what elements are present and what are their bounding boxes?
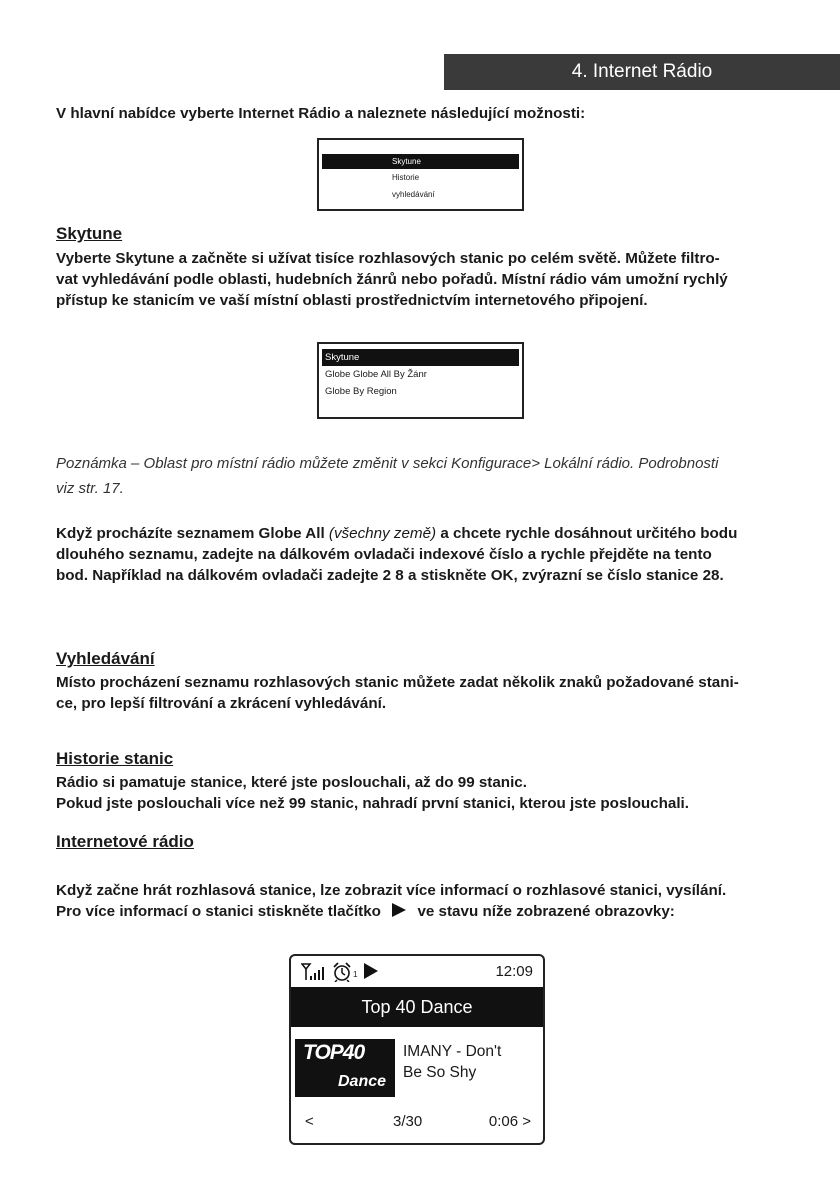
station-title-bar bbox=[291, 987, 543, 1027]
player-footer bbox=[291, 1113, 543, 1133]
internet-line: Když začne hrát rozhlasová stanice, lze zobrazit více informací o rozhlasové stanici, vysílání. bbox=[56, 882, 727, 899]
menu-item-vyhledavani: vyhledávání bbox=[392, 190, 435, 199]
chapter-title-bar bbox=[444, 54, 840, 90]
player-body bbox=[291, 1027, 543, 1109]
history-heading: Historie stanic bbox=[56, 749, 174, 768]
skytune-paragraph bbox=[56, 248, 786, 311]
menu-item-historie: Historie bbox=[392, 173, 420, 182]
menu2-item-region: Globe By Region bbox=[325, 386, 397, 397]
play-status-icon bbox=[364, 963, 378, 979]
alarm-icon bbox=[332, 962, 354, 982]
play-icon bbox=[391, 903, 407, 917]
skytune-heading: Skytune bbox=[56, 224, 123, 243]
search-paragraph bbox=[56, 672, 786, 714]
station-logo bbox=[295, 1039, 395, 1097]
globe-italic-text: (všechny země) bbox=[328, 525, 437, 542]
main-menu-screen bbox=[317, 138, 524, 211]
logo-bottom-text: Dance bbox=[338, 1073, 387, 1090]
skytune-line: přístup ke stanicím ve vaší místní oblasti prostřednictvím internetového připojení. bbox=[56, 292, 648, 309]
station-position: 3/30 bbox=[393, 1113, 423, 1130]
chapter-title: 4. Internet Rádio bbox=[571, 61, 713, 82]
globe-text: bod. Například na dálkovém ovladači zadejte 2 8 a stiskněte OK, zvýrazní se číslo stanice 28. bbox=[56, 567, 724, 584]
menu2-item-skytune: Skytune bbox=[322, 349, 519, 366]
history-paragraph bbox=[56, 772, 786, 814]
globe-text: Když procházíte seznamem Globe All bbox=[56, 525, 329, 542]
internet-line: ve stavu níže zobrazené obrazovky: bbox=[417, 903, 675, 920]
menu-item-skytune: Skytune bbox=[322, 154, 519, 169]
signal-icon bbox=[301, 963, 325, 981]
elapsed-time: 0:06 > bbox=[488, 1113, 531, 1130]
history-line: Pokud jste poslouchali více než 99 stanic, nahradí první stanici, kterou jste poslouchali. bbox=[56, 795, 689, 812]
internet-heading: Internetové rádio bbox=[56, 832, 194, 851]
logo-top-text: TOP40 bbox=[303, 1041, 365, 1064]
alarm-index: 1 bbox=[353, 970, 358, 979]
note-paragraph bbox=[56, 451, 786, 501]
skytune-menu-screen bbox=[317, 342, 524, 419]
note-line: Poznámka – Oblast pro místní rádio můžete změnit v sekci Konfigurace> Lokální rádio. Podrobnosti bbox=[56, 455, 719, 472]
history-line: Rádio si pamatuje stanice, které jste poslouchali, až do 99 stanic. bbox=[56, 774, 527, 791]
prev-indicator: < bbox=[305, 1113, 314, 1130]
note-line: viz str. 17. bbox=[56, 480, 124, 497]
internet-line: Pro více informací o stanici stiskněte tlačítko bbox=[56, 903, 381, 920]
now-playing-screen bbox=[289, 954, 545, 1145]
menu2-item-genre: Globe Globe All By Žánr bbox=[325, 369, 427, 380]
clock-time: 12:09 bbox=[495, 963, 533, 980]
intro-text: V hlavní nabídce vyberte Internet Rádio a naleznete následující možnosti: bbox=[56, 105, 586, 122]
skytune-line: vat vyhledávání podle oblasti, hudebních žánrů nebo pořadů. Místní rádio vám umožní rychlý bbox=[56, 271, 728, 288]
skytune-line: Vyberte Skytune a začněte si užívat tisíce rozhlasových stanic po celém světě. Můžete filtro- bbox=[56, 250, 720, 267]
song-line: IMANY - Don't bbox=[403, 1043, 502, 1060]
internet-paragraph bbox=[56, 880, 786, 922]
search-line: ce, pro lepší filtrování a zkrácení vyhledávání. bbox=[56, 695, 387, 712]
globe-text: a chcete rychle dosáhnout určitého bodu bbox=[436, 525, 738, 542]
globe-text: dlouhého seznamu, zadejte na dálkovém ovladači indexové číslo a rychle přejděte na tento bbox=[56, 546, 712, 563]
status-bar bbox=[291, 956, 543, 987]
song-info bbox=[403, 1041, 533, 1083]
song-line: Be So Shy bbox=[403, 1064, 477, 1081]
search-heading: Vyhledávání bbox=[56, 649, 155, 668]
station-name: Top 40 Dance bbox=[361, 996, 473, 1017]
search-line: Místo procházení seznamu rozhlasových stanic můžete zadat několik znaků požadované stani- bbox=[56, 674, 739, 691]
globe-paragraph bbox=[56, 523, 786, 586]
